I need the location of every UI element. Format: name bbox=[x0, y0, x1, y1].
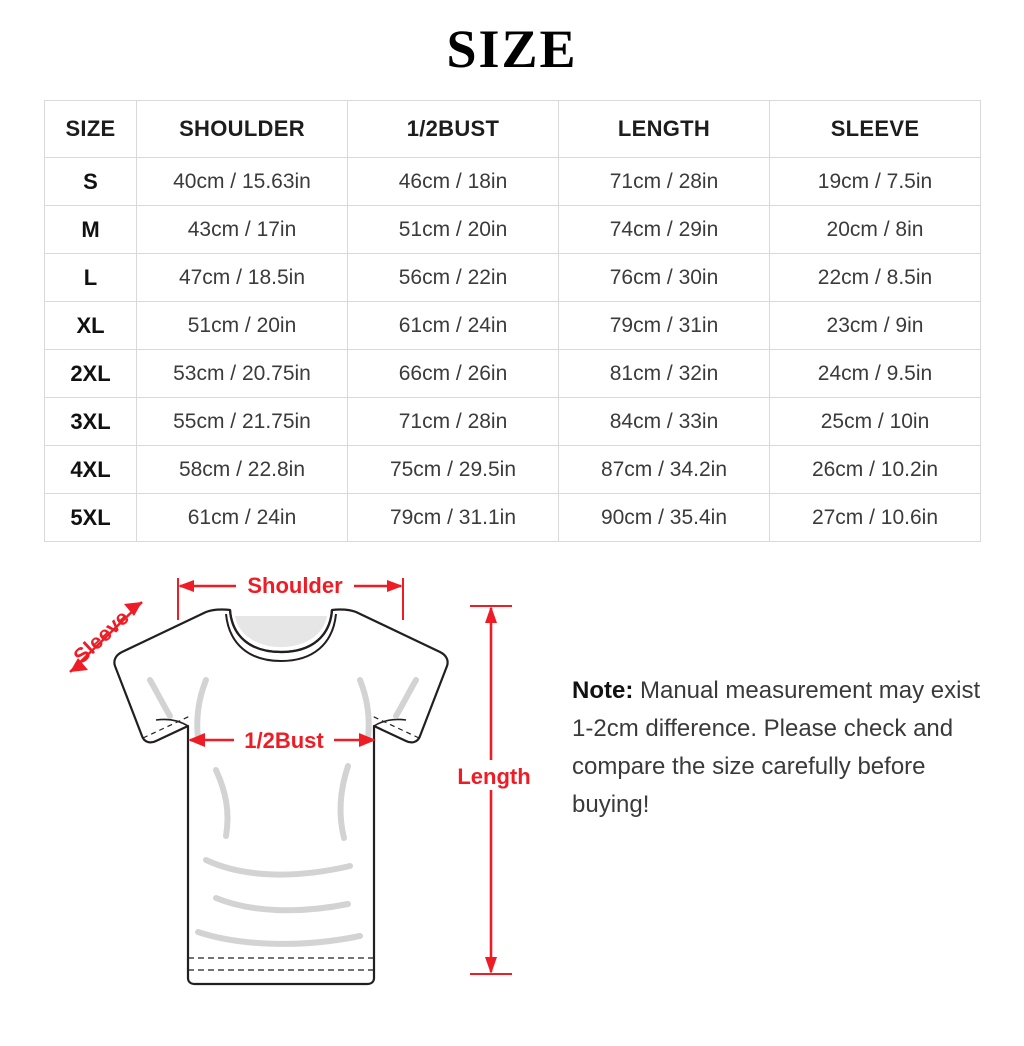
cell-shoulder: 47cm / 18.5in bbox=[137, 254, 348, 302]
cell-bust: 66cm / 26in bbox=[348, 350, 559, 398]
table-row bbox=[45, 398, 981, 446]
column-header-sleeve: SLEEVE bbox=[770, 101, 981, 158]
cell-bust: 79cm / 31.1in bbox=[348, 494, 559, 542]
cell-length: 71cm / 28in bbox=[559, 158, 770, 206]
cell-sleeve: 27cm / 10.6in bbox=[770, 494, 981, 542]
cell-bust: 46cm / 18in bbox=[348, 158, 559, 206]
cell-size: 5XL bbox=[45, 494, 137, 542]
length-dimension bbox=[454, 606, 534, 974]
table-row bbox=[45, 158, 981, 206]
table-row bbox=[45, 494, 981, 542]
cell-shoulder: 53cm / 20.75in bbox=[137, 350, 348, 398]
tshirt-diagram bbox=[30, 560, 550, 1030]
cell-sleeve: 24cm / 9.5in bbox=[770, 350, 981, 398]
cell-length: 76cm / 30in bbox=[559, 254, 770, 302]
column-header-length: LENGTH bbox=[559, 101, 770, 158]
measurement-diagram-section bbox=[0, 560, 1024, 1030]
cell-shoulder: 43cm / 17in bbox=[137, 206, 348, 254]
cell-bust: 75cm / 29.5in bbox=[348, 446, 559, 494]
sleeve-label: Sleeve bbox=[69, 606, 134, 669]
table-row bbox=[45, 302, 981, 350]
cell-length: 79cm / 31in bbox=[559, 302, 770, 350]
size-table-container bbox=[44, 100, 980, 542]
table-header-row bbox=[45, 101, 981, 158]
cell-shoulder: 51cm / 20in bbox=[137, 302, 348, 350]
cell-size: L bbox=[45, 254, 137, 302]
cell-size: XL bbox=[45, 302, 137, 350]
table-row bbox=[45, 254, 981, 302]
cell-length: 81cm / 32in bbox=[559, 350, 770, 398]
cell-bust: 71cm / 28in bbox=[348, 398, 559, 446]
column-header-size: SIZE bbox=[45, 101, 137, 158]
column-header-bust: 1/2BUST bbox=[348, 101, 559, 158]
cell-length: 84cm / 33in bbox=[559, 398, 770, 446]
cell-sleeve: 25cm / 10in bbox=[770, 398, 981, 446]
cell-size: 2XL bbox=[45, 350, 137, 398]
note-body: Manual measurement may exist 1-2cm difference. Please check and compare the size carefully before buying! bbox=[572, 677, 981, 818]
cell-shoulder: 40cm / 15.63in bbox=[137, 158, 348, 206]
cell-shoulder: 61cm / 24in bbox=[137, 494, 348, 542]
cell-bust: 56cm / 22in bbox=[348, 254, 559, 302]
cell-size: M bbox=[45, 206, 137, 254]
cell-sleeve: 22cm / 8.5in bbox=[770, 254, 981, 302]
note-lead: Note: bbox=[572, 677, 634, 704]
cell-shoulder: 55cm / 21.75in bbox=[137, 398, 348, 446]
cell-sleeve: 23cm / 9in bbox=[770, 302, 981, 350]
table-row bbox=[45, 446, 981, 494]
cell-length: 90cm / 35.4in bbox=[559, 494, 770, 542]
page-title: SIZE bbox=[446, 19, 578, 79]
table-row bbox=[45, 350, 981, 398]
tshirt-shape bbox=[114, 610, 447, 985]
tshirt-illustration bbox=[30, 560, 550, 1030]
cell-length: 74cm / 29in bbox=[559, 206, 770, 254]
shoulder-label: Shoulder bbox=[247, 573, 343, 598]
cell-size: 3XL bbox=[45, 398, 137, 446]
cell-sleeve: 26cm / 10.2in bbox=[770, 446, 981, 494]
size-table bbox=[44, 100, 981, 542]
table-row bbox=[45, 206, 981, 254]
cell-bust: 51cm / 20in bbox=[348, 206, 559, 254]
cell-length: 87cm / 34.2in bbox=[559, 446, 770, 494]
cell-sleeve: 19cm / 7.5in bbox=[770, 158, 981, 206]
note-block bbox=[572, 672, 992, 824]
bust-label: 1/2Bust bbox=[244, 728, 324, 753]
cell-size: 4XL bbox=[45, 446, 137, 494]
cell-shoulder: 58cm / 22.8in bbox=[137, 446, 348, 494]
column-header-shoulder: SHOULDER bbox=[137, 101, 348, 158]
length-label: Length bbox=[457, 764, 531, 789]
cell-sleeve: 20cm / 8in bbox=[770, 206, 981, 254]
cell-bust: 61cm / 24in bbox=[348, 302, 559, 350]
cell-size: S bbox=[45, 158, 137, 206]
